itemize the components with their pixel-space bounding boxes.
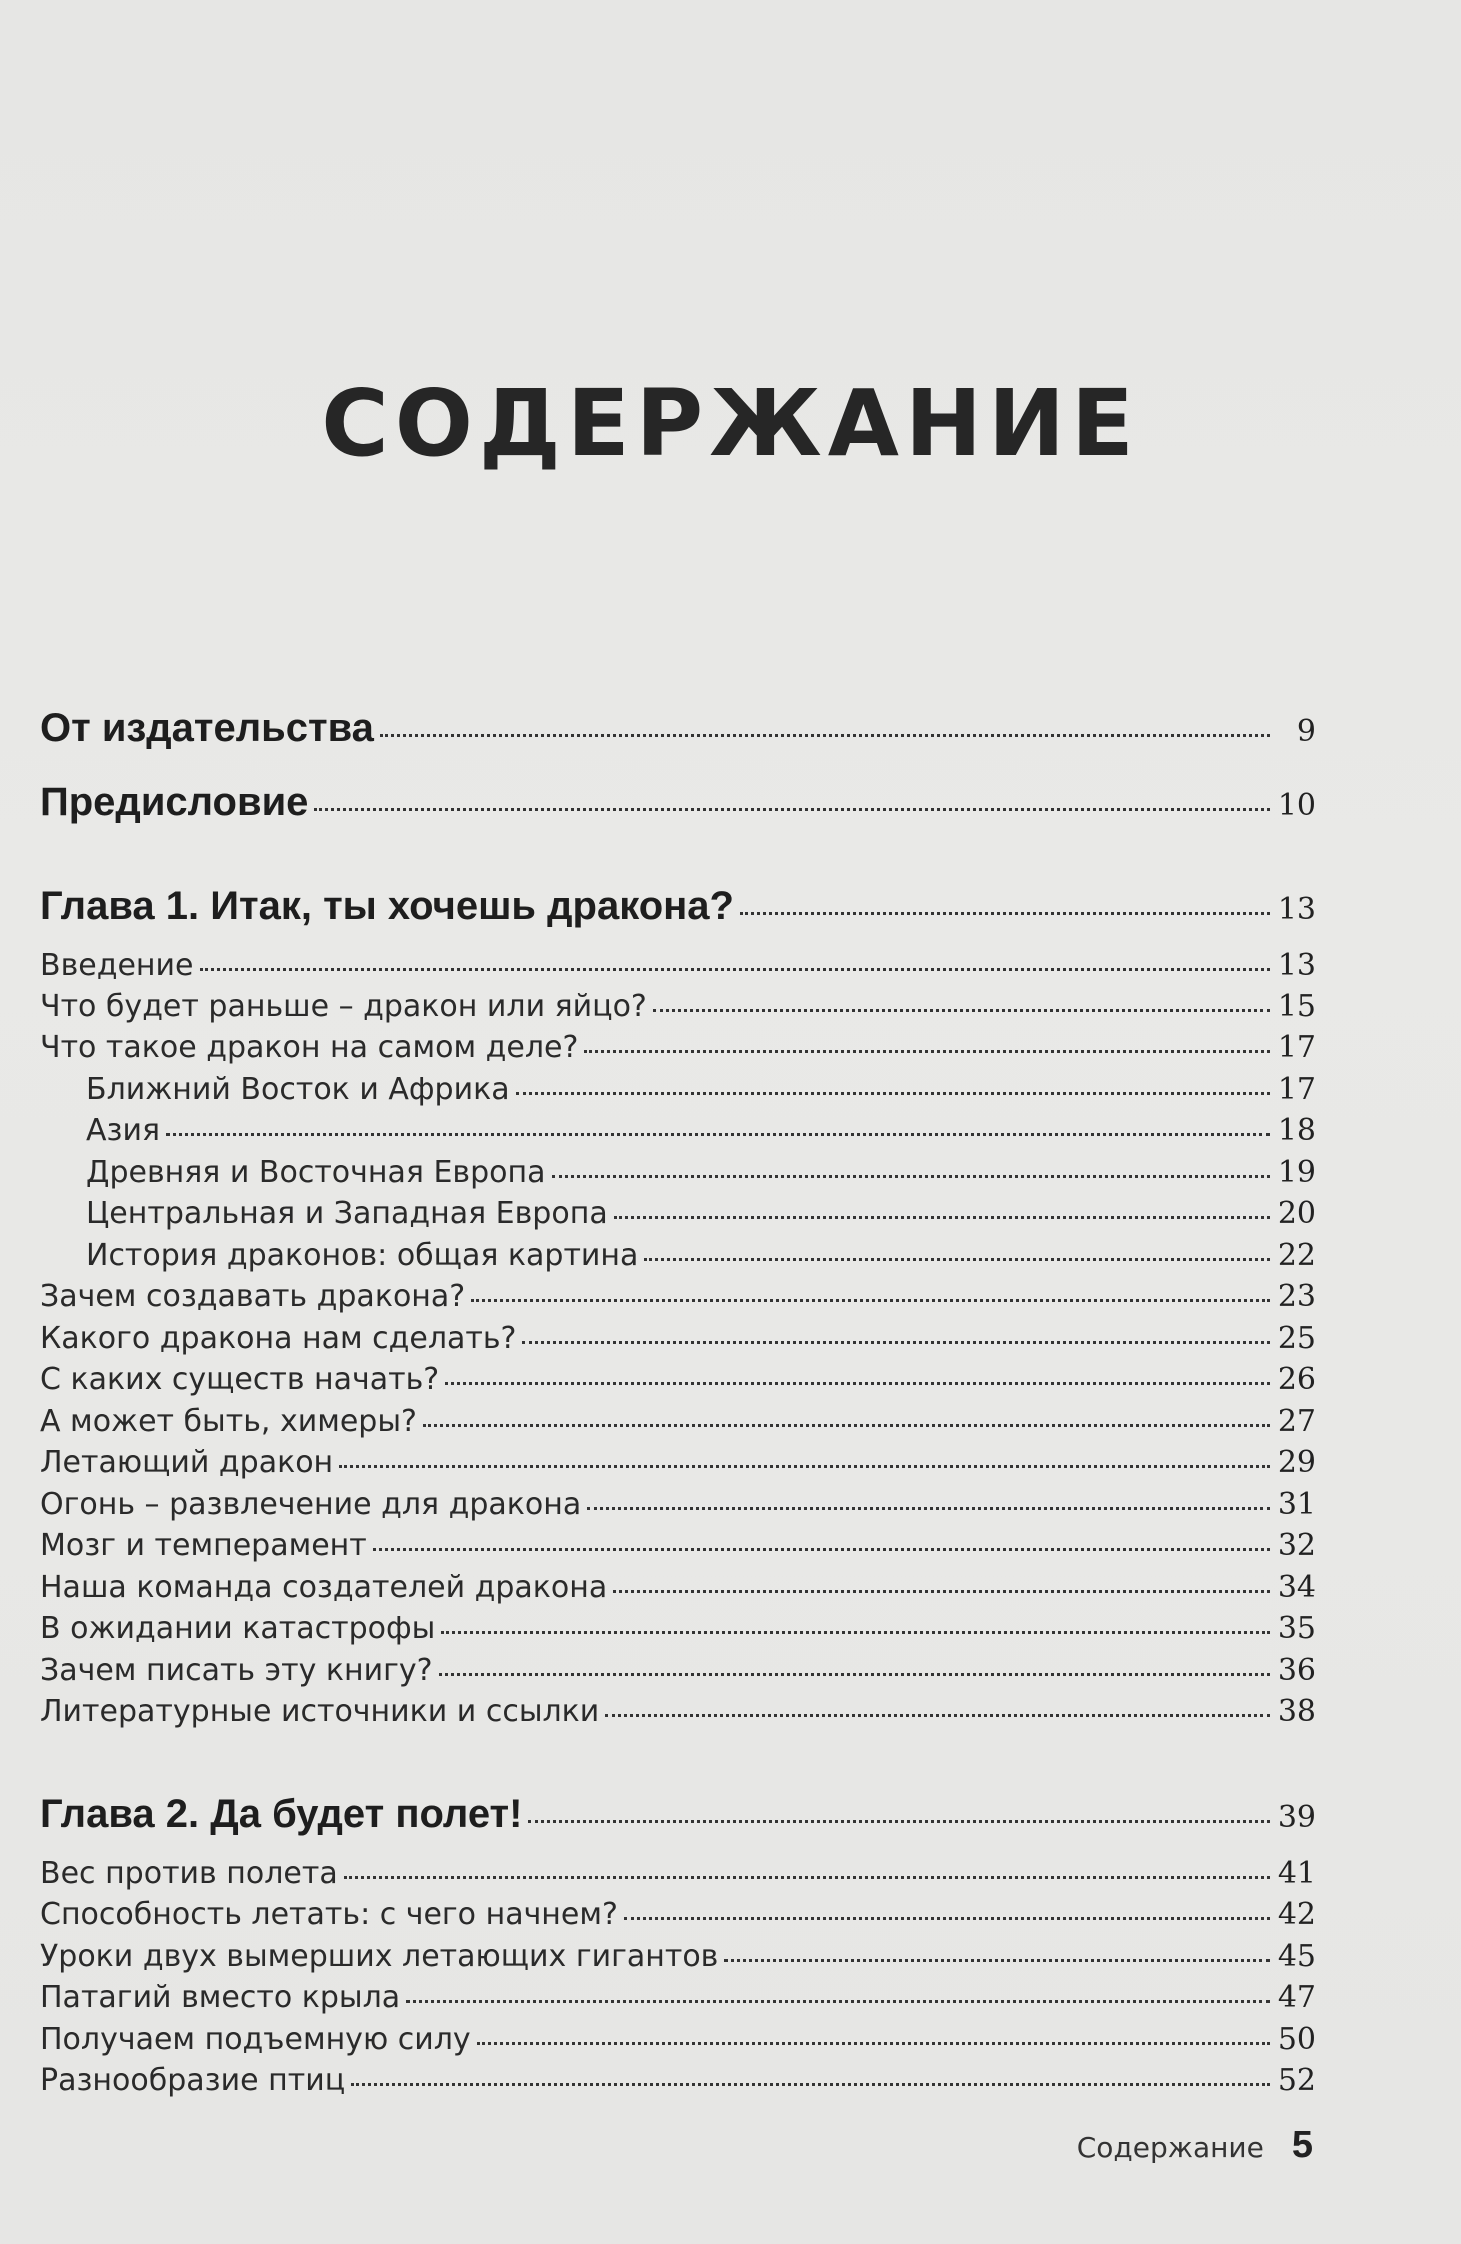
dot-leader (528, 1820, 1270, 1823)
dot-leader (471, 1299, 1270, 1302)
toc-entry-label: Введение (40, 948, 194, 983)
toc-section-row (40, 780, 1316, 825)
page-title: СОДЕРЖАНИЕ (321, 370, 1140, 477)
dot-leader (380, 734, 1270, 737)
toc-page-number: 13 (1277, 948, 1316, 983)
dot-leader (200, 968, 1271, 971)
dot-leader (516, 1092, 1270, 1095)
toc-page-number: 29 (1277, 1445, 1316, 1480)
dot-leader (166, 1133, 1270, 1136)
toc-item-row (40, 1856, 1316, 1891)
toc-page-number: 10 (1277, 788, 1316, 823)
toc-page-number: 45 (1277, 1939, 1316, 1974)
toc-entry-label: Древняя и Восточная Европа (86, 1155, 546, 1190)
toc-item-row (40, 1279, 1316, 1314)
toc-page-number: 9 (1296, 714, 1316, 749)
toc-item-row (40, 1404, 1316, 1439)
toc-page-number: 18 (1277, 1113, 1316, 1148)
toc-subitem-row (86, 1238, 1316, 1273)
toc-item-row (40, 1445, 1316, 1480)
dot-leader (522, 1341, 1270, 1344)
dot-leader (445, 1382, 1270, 1385)
toc-page-number: 25 (1277, 1321, 1316, 1356)
toc-page-number: 15 (1277, 989, 1316, 1024)
dot-leader (614, 1216, 1270, 1219)
toc-page-number: 32 (1277, 1528, 1316, 1563)
toc-entry-label: Зачем создавать дракона? (40, 1279, 466, 1314)
toc-entry-label: В ожидании катастрофы (40, 1611, 436, 1646)
toc-page-number: 27 (1277, 1404, 1316, 1439)
toc-entry-label: С каких существ начать? (40, 1362, 440, 1397)
toc-item-row (40, 2022, 1316, 2057)
toc-page-number: 19 (1277, 1155, 1316, 1190)
toc-entry-label: Мозг и темперамент (40, 1528, 367, 1563)
dot-leader (373, 1548, 1270, 1551)
toc-page-number: 52 (1277, 2063, 1316, 2098)
toc-entry-label: Уроки двух вымерших летающих гигантов (40, 1939, 719, 1974)
toc-item-row (40, 1939, 1316, 1974)
toc-page-number: 26 (1277, 1362, 1316, 1397)
toc-subitem-row (86, 1072, 1316, 1107)
toc-item-row (40, 1570, 1316, 1605)
dot-leader (624, 1917, 1270, 1920)
toc-page-number: 31 (1277, 1487, 1316, 1522)
toc-page-number: 50 (1277, 2022, 1316, 2057)
toc-entry-label: Патагий вместо крыла (40, 1980, 401, 2015)
toc-entry-label: Наша команда создателей дракона (40, 1570, 608, 1605)
toc-entry-label: Разнообразие птиц (40, 2063, 346, 2098)
dot-leader (605, 1714, 1270, 1717)
toc-item-row (40, 1611, 1316, 1646)
toc-subitem-row (86, 1196, 1316, 1231)
toc-entry-label: Центральная и Западная Европа (86, 1196, 608, 1231)
toc-entry-label: Глава 1. Итак, ты хочешь дракона? (40, 884, 734, 928)
dot-leader (587, 1507, 1270, 1510)
toc-subitem-row (86, 1155, 1316, 1190)
page-number: 5 (1291, 2124, 1313, 2166)
toc-item-row (40, 1487, 1316, 1522)
toc-entry-label: Зачем писать эту книгу? (40, 1653, 433, 1688)
toc-entry-label: Что такое дракон на самом деле? (40, 1030, 579, 1065)
toc-page-number: 41 (1277, 1856, 1316, 1891)
toc-item-row (40, 1321, 1316, 1356)
toc-subitem-row (86, 1113, 1316, 1148)
toc-entry-label: Способность летать: с чего начнем? (40, 1897, 618, 1932)
toc-entry-label: Вес против полета (40, 1856, 338, 1891)
toc-entry-label: Получаем подъемную силу (40, 2022, 471, 2057)
dot-leader (613, 1590, 1270, 1593)
dot-leader (339, 1465, 1270, 1468)
toc-item-row (40, 1528, 1316, 1563)
toc-item-row (40, 1653, 1316, 1688)
toc-entry-label: Что будет раньше – дракон или яйцо? (40, 989, 647, 1024)
dot-leader (406, 2000, 1270, 2003)
dot-leader (441, 1631, 1270, 1634)
toc-item-row (40, 1980, 1316, 2015)
toc-entry-label: Летающий дракон (40, 1445, 334, 1480)
toc-page-number: 34 (1277, 1570, 1316, 1605)
toc-entry-label: Литературные источники и ссылки (40, 1694, 600, 1729)
toc-page-number: 42 (1277, 1897, 1316, 1932)
dot-leader (439, 1673, 1270, 1676)
toc-item-row (40, 2063, 1316, 2098)
toc-entry-label: Предисловие (40, 780, 309, 824)
dot-leader (584, 1050, 1270, 1053)
toc-page-number: 22 (1277, 1238, 1316, 1273)
toc-item-row (40, 948, 1316, 983)
toc-entry-label: Азия (86, 1113, 161, 1148)
toc-item-row (40, 1362, 1316, 1397)
dot-leader (477, 2042, 1270, 2045)
page-footer (1077, 2124, 1313, 2167)
toc-page-number: 47 (1277, 1980, 1316, 2015)
toc-page-number: 17 (1277, 1072, 1316, 1107)
toc-entry-label: Глава 2. Да будет полет! (40, 1792, 523, 1836)
dot-leader (740, 912, 1270, 915)
dot-leader (552, 1175, 1271, 1178)
toc-page-number: 20 (1277, 1196, 1316, 1231)
dot-leader (351, 2083, 1270, 2086)
toc-entry-label: А может быть, химеры? (40, 1404, 417, 1439)
dot-leader (644, 1258, 1270, 1261)
toc-page-number: 36 (1277, 1653, 1316, 1688)
toc-page-number: 38 (1277, 1694, 1316, 1729)
toc-item-row (40, 1897, 1316, 1932)
toc-entry-label: Какого дракона нам сделать? (40, 1321, 517, 1356)
toc-chapter-row (40, 1792, 1316, 1837)
dot-leader (314, 808, 1270, 811)
toc-entry-label: Ближний Восток и Африка (86, 1072, 510, 1107)
toc-entry-label: От издательства (40, 706, 374, 750)
toc-entry-label: Огонь – развлечение для дракона (40, 1487, 582, 1522)
dot-leader (423, 1424, 1270, 1427)
toc-page-number: 23 (1277, 1279, 1316, 1314)
toc-page-number: 17 (1277, 1030, 1316, 1065)
toc-item-row (40, 1694, 1316, 1729)
toc-item-row (40, 1030, 1316, 1065)
running-footer-title: Содержание (1076, 2131, 1264, 2164)
toc-page-number: 39 (1277, 1800, 1316, 1835)
toc-item-row (40, 989, 1316, 1024)
toc-section-row (40, 706, 1316, 751)
toc-page-number: 35 (1277, 1611, 1316, 1646)
toc-entry-label: История драконов: общая картина (86, 1238, 639, 1273)
toc-page-number: 13 (1277, 892, 1316, 927)
dot-leader (724, 1959, 1270, 1962)
dot-leader (653, 1009, 1270, 1012)
dot-leader (344, 1876, 1270, 1879)
toc-chapter-row (40, 884, 1316, 929)
